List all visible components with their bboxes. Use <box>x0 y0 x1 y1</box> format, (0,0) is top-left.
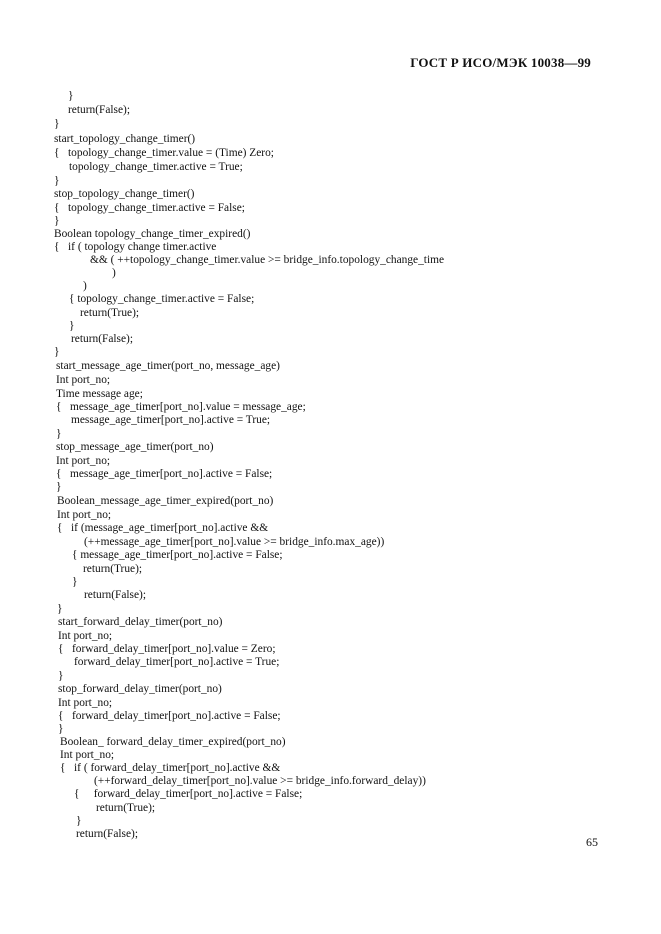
code-line: } <box>56 481 62 493</box>
code-line: ) <box>83 280 87 292</box>
code-line: } <box>54 215 60 227</box>
code-line: start_forward_delay_timer(port_no) <box>58 616 223 628</box>
code-line: { if (message_age_timer[port_no].active && <box>57 522 269 534</box>
code-line: message_age_timer[port_no].active = True; <box>71 414 271 426</box>
code-line: { topology_change_timer.active = False; <box>69 293 255 305</box>
code-line: return(False); <box>71 333 133 345</box>
code-line: Boolean_ forward_delay_timer_expired(port_no) <box>60 736 286 748</box>
code-line: Int port_no; <box>56 374 111 386</box>
code-line: { message_age_timer[port_no].value = message_age; <box>56 401 306 413</box>
code-line: ) <box>112 267 116 279</box>
code-line: { topology_change_timer.active = False; <box>54 202 245 214</box>
code-line: } <box>68 90 74 102</box>
code-line: { forward_delay_timer[port_no].active = False; <box>74 788 303 800</box>
code-line: start_topology_change_timer() <box>54 133 196 145</box>
code-line: return(False); <box>68 104 130 116</box>
code-line: (++message_age_timer[port_no].value >= bridge_info.max_age)) <box>84 536 385 548</box>
code-line: Int port_no; <box>58 697 113 709</box>
code-line: { forward_delay_timer[port_no].value = Zero; <box>58 643 276 655</box>
code-line: return(True); <box>83 563 143 575</box>
code-line: Int port_no; <box>58 630 113 642</box>
page-number: 65 <box>586 835 598 849</box>
code-line: return(True); <box>80 307 140 319</box>
code-line: Int port_no; <box>60 749 115 761</box>
code-line: Boolean_message_age_timer_expired(port_no) <box>57 495 274 507</box>
code-line: } <box>54 118 60 130</box>
code-line: stop_topology_change_timer() <box>54 188 195 200</box>
code-line: } <box>54 346 60 358</box>
code-line: } <box>72 576 78 588</box>
code-line: Int port_no; <box>57 509 112 521</box>
code-line: { message_age_timer[port_no].active = False; <box>56 468 273 480</box>
code-line: Time message age; <box>56 388 143 400</box>
code-line: forward_delay_timer[port_no].active = True; <box>74 656 280 668</box>
code-line: { if ( topology change timer.active <box>54 241 217 253</box>
code-line: return(False); <box>76 828 138 840</box>
code-line: Int port_no; <box>56 455 111 467</box>
code-line: } <box>69 320 75 332</box>
code-line: topology_change_timer.active = True; <box>69 161 243 173</box>
code-line: } <box>54 175 60 187</box>
code-line: } <box>58 670 64 682</box>
code-line: stop_message_age_timer(port_no) <box>56 441 214 453</box>
code-line: } <box>76 815 82 827</box>
code-line: { if ( forward_delay_timer[port_no].active && <box>60 762 281 774</box>
code-line: stop_forward_delay_timer(port_no) <box>58 683 222 695</box>
code-line: && ( ++topology_change_timer.value >= bridge_info.topology_change_time <box>90 254 445 266</box>
code-line: { message_age_timer[port_no].active = False; <box>72 549 283 561</box>
code-line: return(False); <box>84 589 146 601</box>
code-line: Boolean topology_change_timer_expired() <box>54 228 251 240</box>
code-line: { topology_change_timer.value = (Time) Zero; <box>54 147 274 159</box>
document-header: ГОСТ Р ИСО/МЭК 10038—99 <box>410 55 591 70</box>
code-line: (++forward_delay_timer[port_no].value >= bridge_info.forward_delay)) <box>94 775 426 787</box>
code-line: } <box>58 723 64 735</box>
code-line: start_message_age_timer(port_no, message_age) <box>56 360 280 372</box>
code-line: { forward_delay_timer[port_no].active = False; <box>58 710 281 722</box>
code-line: } <box>56 428 62 440</box>
code-line: } <box>57 603 63 615</box>
code-line: return(True); <box>96 802 156 814</box>
